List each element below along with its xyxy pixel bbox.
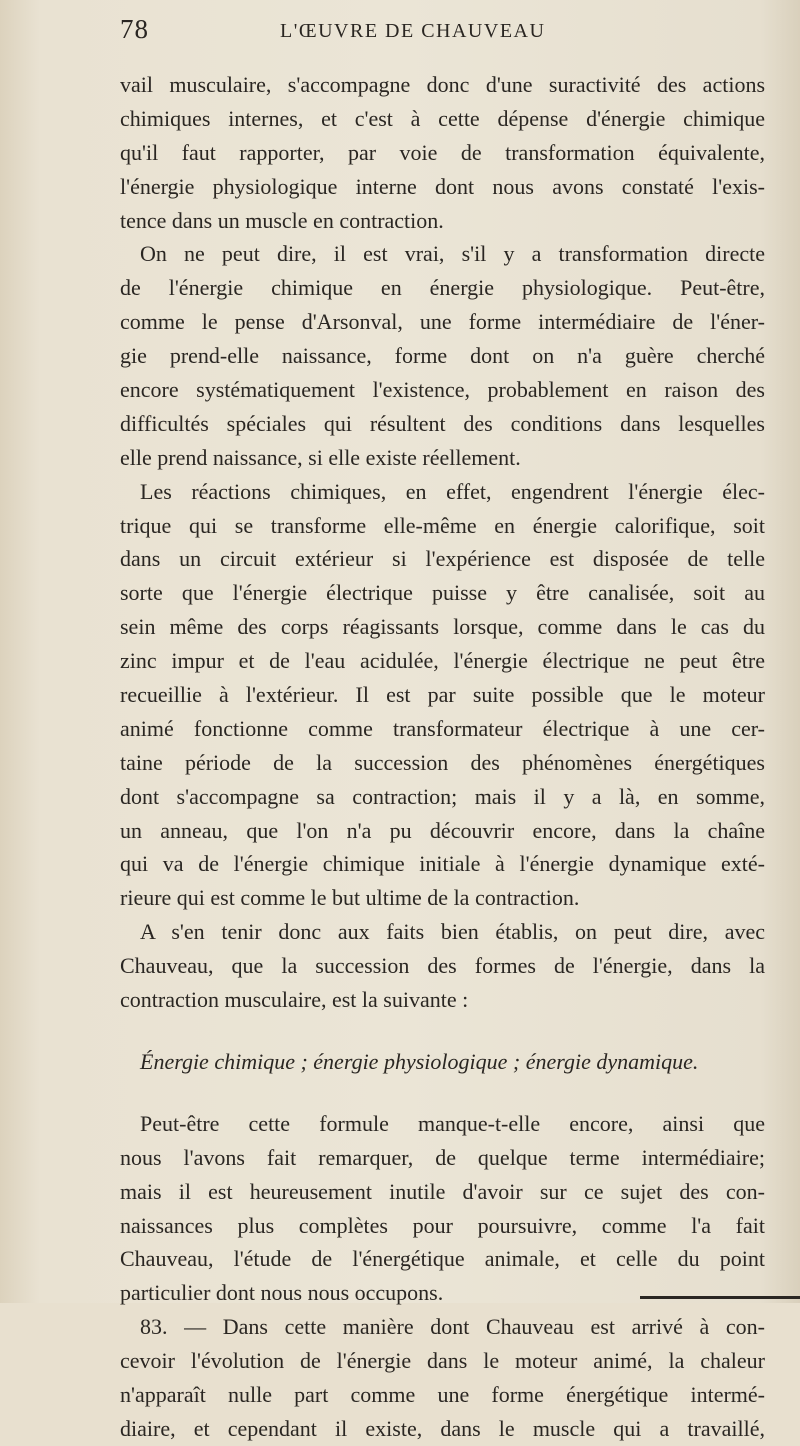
text-line: Chauveau, que la succession des formes de l'énergie, dans la [120,953,765,979]
text-line: On ne peut dire, il est vrai, s'il y a transformation directe [140,241,765,267]
text-line: n'apparaît nulle part comme une forme énergétique intermé- [120,1381,765,1407]
text-line: trique qui se transforme elle-même en énergie calorifique, soit [120,512,765,538]
body-text [120,68,765,1446]
running-title: L'ŒUVRE DE CHAUVEAU [280,20,546,42]
text-line: qu'il faut rapporter, par voie de transformation équivalente, [120,139,765,165]
text-line: de l'énergie chimique en énergie physiologique. Peut-être, [120,275,765,301]
text-line: mais il est heureusement inutile d'avoir sur ce sujet des con- [120,1178,765,1204]
text-line: difficultés spéciales qui résultent des conditions dans lesquelles [120,410,765,436]
text-line: tence dans un muscle en contraction. [120,207,444,233]
text-line: Peut-être cette formule manque-t-elle encore, ainsi que [140,1110,765,1136]
text-line: recueillie à l'extérieur. Il est par suite possible que le moteur [120,682,765,708]
text-line: cevoir l'évolution de l'énergie dans le moteur animé, la chaleur [120,1348,765,1374]
text-line: chimiques internes, et c'est à cette dépense d'énergie chimique [120,105,765,131]
text-line: contraction musculaire, est la suivante : [120,987,469,1013]
text-line: gie prend-elle naissance, forme dont on n'a guère cherché [120,343,765,369]
page-header [120,14,760,54]
text-line: elle prend naissance, si elle existe réellement. [120,444,521,470]
text-line: naissances plus complètes pour poursuivre, comme l'a fait [120,1212,765,1238]
text-line: comme le pense d'Arsonval, une forme intermédiaire de l'éner- [120,309,765,335]
text-line: diaire, et cependant il existe, dans le muscle qui a travaillé, [120,1415,765,1441]
text-line: vail musculaire, s'accompagne donc d'une suractivité des actions [120,72,765,97]
text-line: taine période de la succession des phénomènes énergétiques [120,749,765,775]
spacer [120,1017,765,1045]
text-line: 83. — Dans cette manière dont Chauveau est arrivé à con- [140,1314,765,1340]
text-line: un anneau, que l'on n'a pu découvrir encore, dans la chaîne [120,817,765,843]
text-line: zinc impur et de l'eau acidulée, l'énergie électrique ne peut être [120,648,765,674]
text-line: l'énergie physiologique interne dont nous avons constaté l'exis- [120,173,765,199]
text-line: nous l'avons fait remarquer, de quelque terme intermédiaire; [120,1144,765,1170]
text-line: dans un circuit extérieur si l'expérience est disposée de telle [120,546,765,572]
spacer [120,1079,765,1107]
text-line: sorte que l'énergie électrique puisse y être canalisée, soit au [120,580,765,606]
energy-formula: Énergie chimique ; énergie physiologique ; énergie dynamique. [140,1048,699,1074]
text-line: rieure qui est comme le but ultime de la contraction. [120,885,580,911]
page-edge-rule [640,1296,800,1299]
text-line: A s'en tenir donc aux faits bien établis, on peut dire, avec [140,919,765,945]
text-line: encore systématiquement l'existence, probablement en raison des [120,377,765,403]
text-line: dont s'accompagne sa contraction; mais il y a là, en somme, [120,783,765,809]
text-line: Chauveau, l'étude de l'énergétique animale, et celle du point [120,1246,765,1272]
text-line: Les réactions chimiques, en effet, engendrent l'énergie élec- [140,478,765,504]
text-line: qui va de l'énergie chimique initiale à l'énergie dynamique exté- [120,851,765,877]
text-line: sein même des corps réagissants lorsque, comme dans le cas du [120,614,765,640]
text-line: particulier dont nous nous occupons. [120,1280,444,1306]
page-number: 78 [120,14,149,44]
text-line: animé fonctionne comme transformateur électrique à une cer- [120,715,765,741]
